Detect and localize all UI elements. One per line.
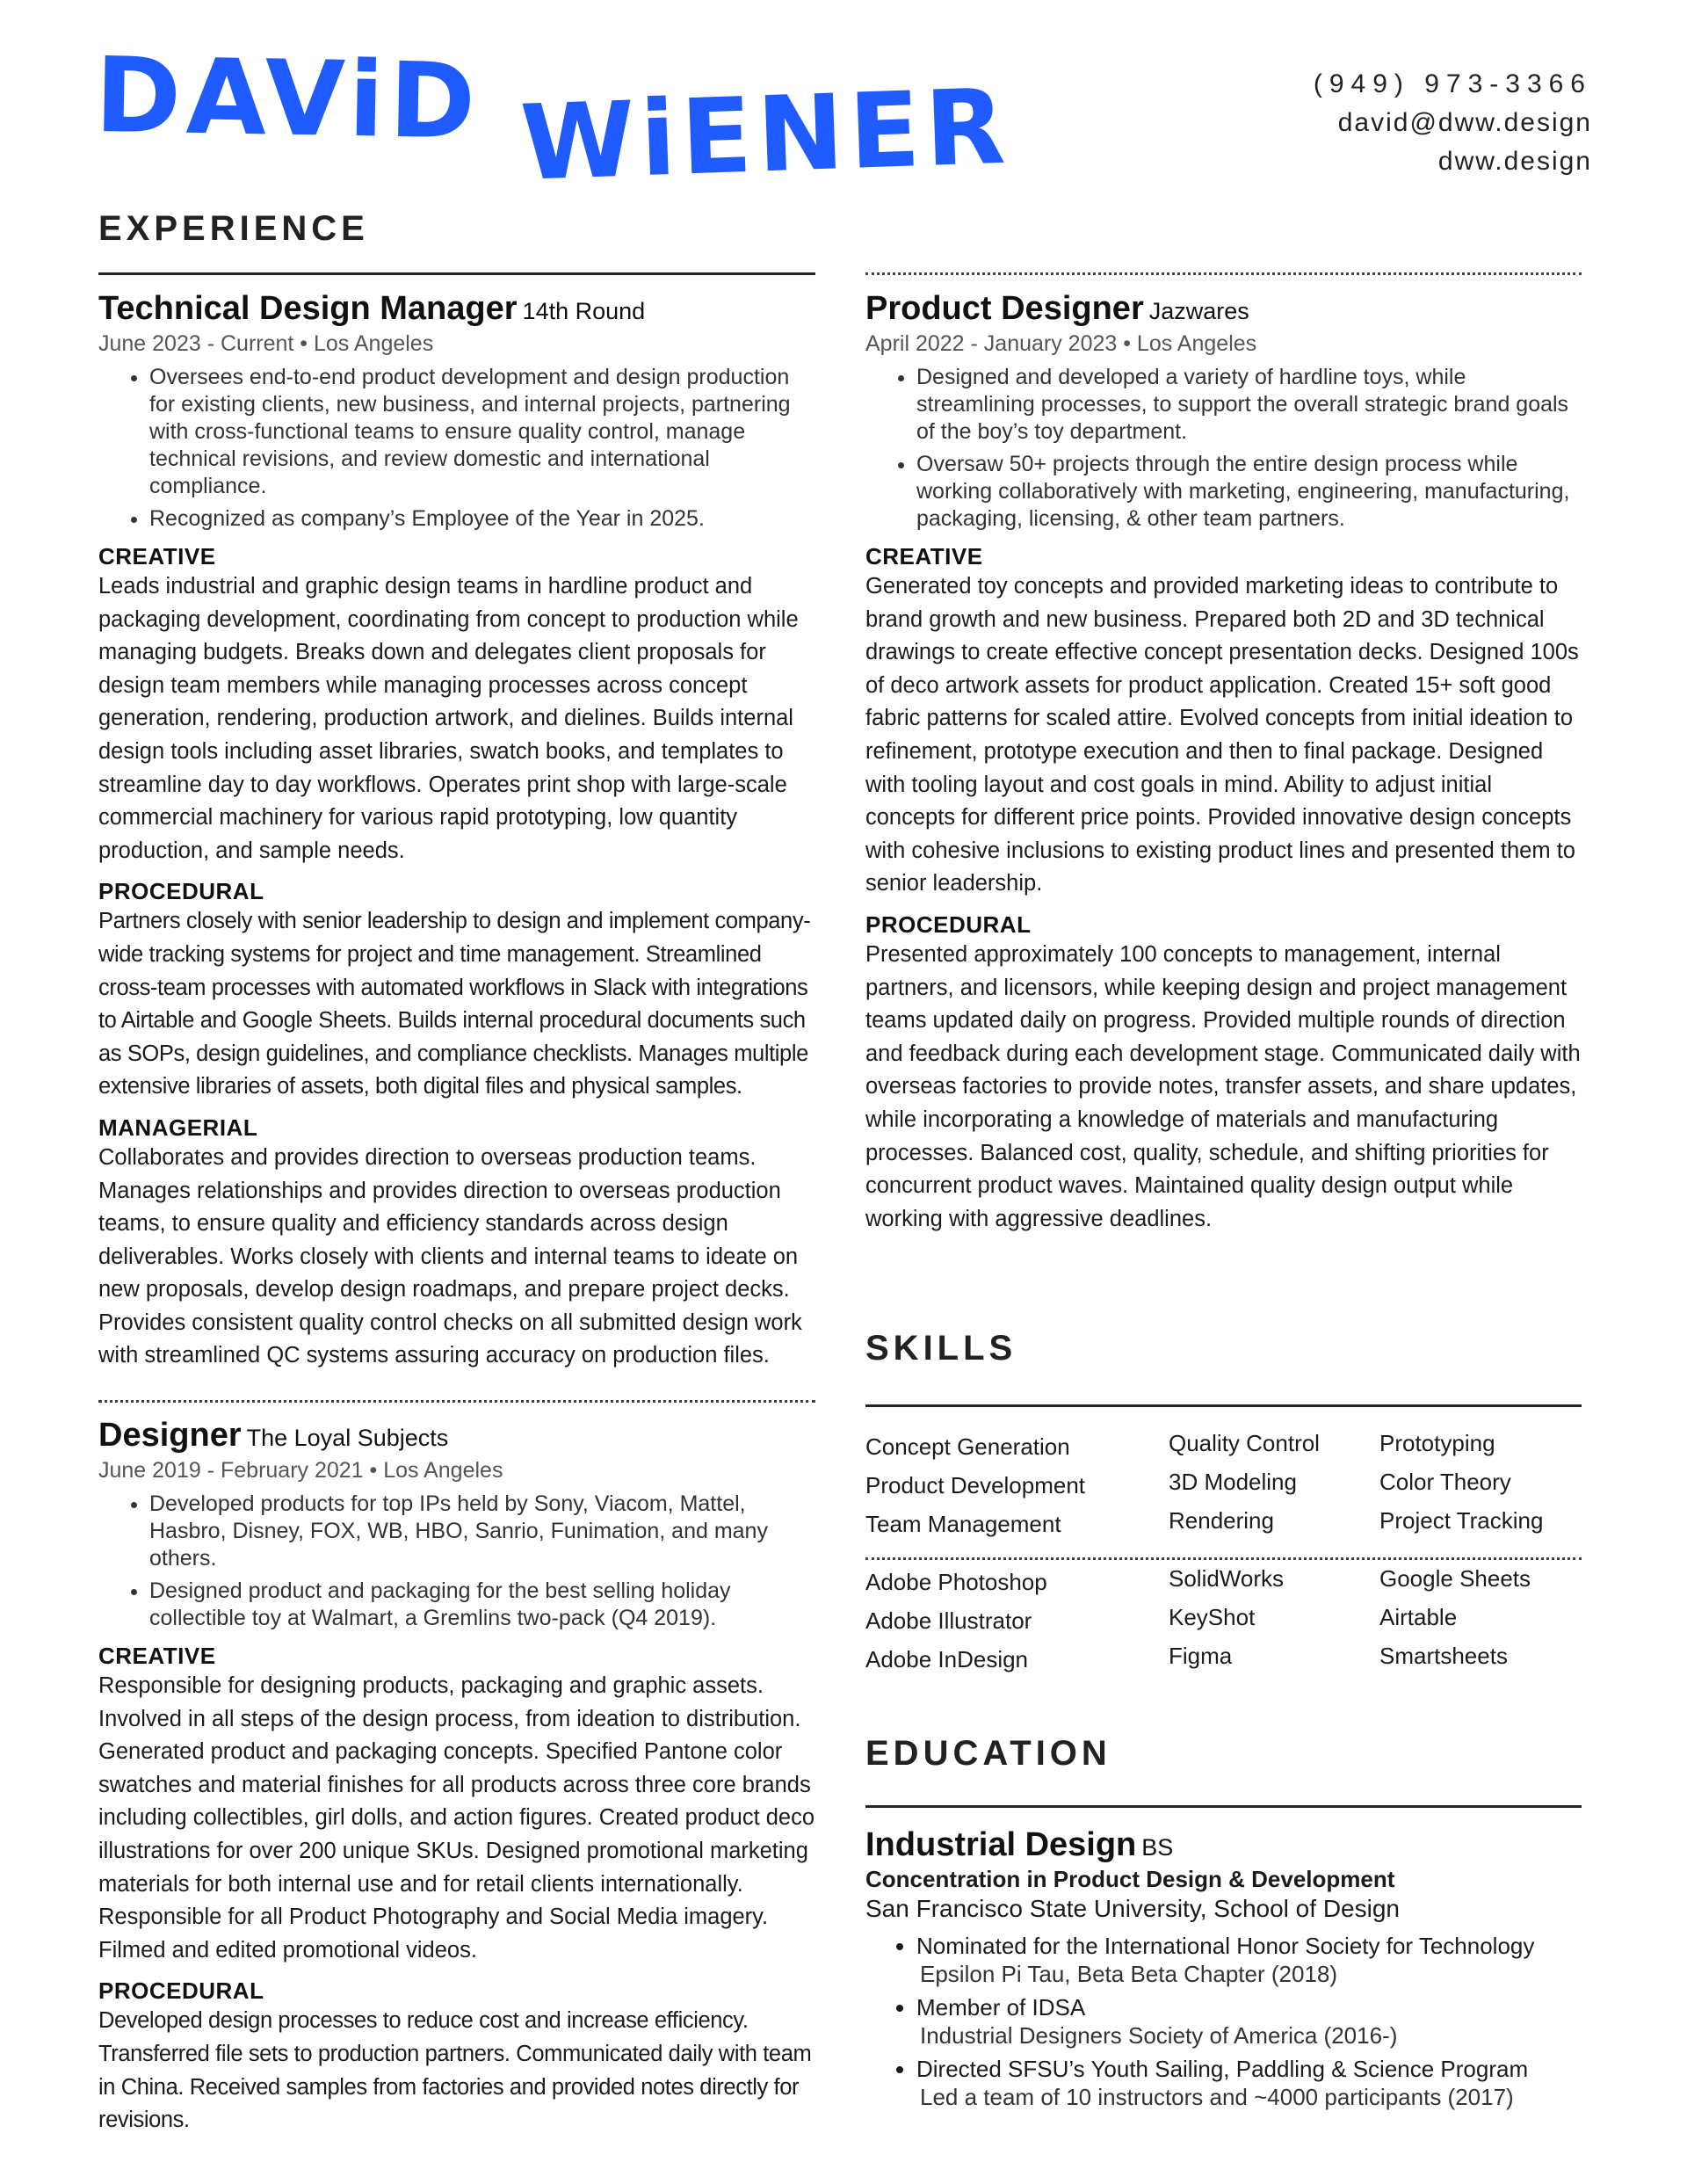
job-divider bbox=[98, 1400, 815, 1403]
job-meta: June 2023 - Current • Los Angeles bbox=[98, 331, 434, 356]
job-product-designer bbox=[865, 290, 1586, 1236]
phone-number[interactable]: (949) 973-3366 bbox=[1313, 69, 1592, 98]
job-meta: April 2022 - January 2023 • Los Angeles bbox=[865, 331, 1257, 356]
education-item: • Directed SFSU’s Youth Sailing, Paddling & Science Program Led a team of 10 instructors and ~4000 participants (2017) bbox=[916, 2055, 1586, 2111]
job-designer bbox=[98, 1417, 819, 2137]
school-name: San Francisco State University, School of Design bbox=[865, 1895, 1400, 1922]
skill-item: Quality Control bbox=[1169, 1430, 1320, 1456]
education-bullets bbox=[865, 1932, 1586, 2111]
skills-col-1b bbox=[865, 1563, 1047, 1679]
job-bullets bbox=[865, 364, 1586, 533]
name-first: DAViD bbox=[93, 33, 482, 163]
skill-item: Smartsheets bbox=[1379, 1643, 1508, 1669]
skill-item: Airtable bbox=[1379, 1604, 1458, 1630]
skill-item: Project Tracking bbox=[1379, 1507, 1544, 1534]
job-technical-design-manager bbox=[98, 290, 819, 1373]
skills-col-3a bbox=[1379, 1424, 1543, 1540]
job-title: Designer The Loyal Subjects bbox=[98, 1417, 449, 1454]
skills-col-2b bbox=[1169, 1559, 1284, 1675]
job-title: Technical Design Manager 14th Round bbox=[98, 290, 646, 327]
skill-item: KeyShot bbox=[1169, 1604, 1256, 1630]
bullet-item: • Oversaw 50+ projects through the entire design process while working collaboratively with marketing, engineering, manufacturing, packaging, licensing, & other team partners. bbox=[916, 451, 1586, 533]
paragraph-creative: Leads industrial and graphic design teams in hardline product and packaging development, coordinating from concept to production while managing budgets. Breaks down and delegates client proposals for design team members while managing processes across concept generation, rendering, production artwork, and dielines. Builds internal design tools including asset libraries, swatch books, and templates to streamline day to day workflows. Operates print shop with large-scale commercial machinery for various rapid prototyping, low quantity production, and sample needs. bbox=[98, 574, 799, 863]
experience-heading: EXPERIENCE bbox=[98, 209, 369, 248]
name-last: WiENER bbox=[518, 65, 1013, 204]
skill-item: Product Development bbox=[865, 1472, 1086, 1498]
email-link[interactable]: david@dww.design bbox=[1337, 108, 1592, 137]
skills-col-1a bbox=[865, 1427, 1085, 1543]
job-title: Product Designer Jazwares bbox=[865, 290, 1249, 327]
skill-item: SolidWorks bbox=[1169, 1565, 1285, 1592]
skill-item: 3D Modeling bbox=[1169, 1469, 1297, 1495]
job-company: Jazwares bbox=[1148, 298, 1249, 324]
degree-type: BS bbox=[1141, 1834, 1174, 1861]
skill-item: Google Sheets bbox=[1379, 1565, 1531, 1592]
paragraph-procedural: Developed design processes to reduce cost and increase efficiency. Transferred file sets to production partners. Communicated daily with team in China. Received samples from factories and provided notes directly for revisions. bbox=[98, 2008, 812, 2133]
subheading-managerial: MANAGERIAL bbox=[98, 1114, 258, 1141]
skills-col-2a bbox=[1169, 1424, 1320, 1540]
bullet-item: • Developed products for top IPs held by Sony, Viacom, Mattel, Hasbro, Disney, FOX, WB, HBO, Sanrio, Funimation, and many others. bbox=[149, 1491, 819, 1572]
bullet-item: • Designed product and packaging for the best selling holiday collectible toy at Walmart, a Gremlins two-pack (Q4 2019). bbox=[149, 1578, 819, 1632]
job-company: The Loyal Subjects bbox=[246, 1425, 449, 1451]
education-item: • Member of IDSA Industrial Designers Society of America (2016-) bbox=[916, 1993, 1586, 2050]
subheading-creative: CREATIVE bbox=[865, 543, 983, 570]
website-link[interactable]: dww.design bbox=[1437, 147, 1592, 176]
education-item: • Nominated for the International Honor Society for Technology Epsilon Pi Tau, Beta Beta Chapter (2018) bbox=[916, 1932, 1586, 1988]
education-block bbox=[865, 1826, 1586, 2116]
paragraph-procedural: Partners closely with senior leadership to design and implement company-wide tracking systems for project and time management. Streamlined cross-team processes with automated workflows in Slack with integrations to Airtable and Google Sheets. Builds internal procedural documents such as SOPs, design guidelines, and compliance checklists. Manages multiple extensive libraries of assets, both digital files and physical samples. bbox=[98, 909, 811, 1099]
job-company: 14th Round bbox=[522, 298, 646, 324]
skills-rule bbox=[865, 1404, 1582, 1407]
paragraph-creative: Responsible for designing products, packaging and graphic assets. Involved in all steps of the design process, from ideation to distribution. Generated product and packaging concepts. Specified Pantone color swatches and material finishes for all products across three core brands including collectibles, girl dolls, and action figures. Created product deco illustrations for over 200 unique SKUs. Designed promotional marketing materials for both internal use and for retail clients internationally. Responsible for all Product Photography and Social Media imagery. Filmed and edited promotional videos. bbox=[98, 1673, 815, 1963]
bullet-item: • Designed and developed a variety of hardline toys, while streamlining processes, to support the overall strategic brand goals of the boy’s toy department. bbox=[916, 364, 1586, 446]
skills-heading: SKILLS bbox=[865, 1329, 1017, 1368]
subheading-procedural: PROCEDURAL bbox=[98, 1977, 264, 2005]
contact-block bbox=[1314, 65, 1592, 181]
bullet-item: • Oversees end-to-end product development and design production for existing clients, new business, and internal projects, partnering with cross-functional teams to ensure quality control, manage technical revisions, and review domestic and international compliance. bbox=[149, 364, 819, 500]
paragraph-managerial: Collaborates and provides direction to overseas production teams. Manages relationships and provides direction to overseas production teams, to ensure quality and efficiency standards across design deliverables. Works closely with clients and internal teams to ideate on new proposals, develop design roadmaps, and prepare project decks. Provides consistent quality control checks on all submitted design work with streamlined QC systems assuring accuracy on production files. bbox=[98, 1144, 802, 1368]
bullet-item: • Recognized as company’s Employee of the Year in 2025. bbox=[149, 505, 819, 533]
degree-title: Industrial Design BS bbox=[865, 1826, 1174, 1863]
subheading-procedural: PROCEDURAL bbox=[865, 911, 1032, 938]
job-meta: June 2019 - February 2021 • Los Angeles bbox=[98, 1458, 503, 1483]
skill-item: Team Management bbox=[865, 1511, 1061, 1537]
job-bullets bbox=[98, 364, 819, 533]
skill-item: Adobe InDesign bbox=[865, 1646, 1029, 1672]
skill-item: Concept Generation bbox=[865, 1433, 1070, 1460]
job-divider-right bbox=[865, 272, 1582, 275]
skill-item: Adobe Photoshop bbox=[865, 1569, 1047, 1595]
degree-concentration: Concentration in Product Design & Development bbox=[865, 1866, 1395, 1892]
skill-item: Figma bbox=[1169, 1643, 1233, 1669]
resume-name bbox=[93, 33, 1013, 204]
skill-item: Color Theory bbox=[1379, 1469, 1511, 1495]
education-rule bbox=[865, 1805, 1582, 1808]
paragraph-creative: Generated toy concepts and provided marketing ideas to contribute to brand growth and new business. Prepared both 2D and 3D technical drawings to create effective concept presentation decks. Designed 100s of deco artwork assets for product application. Created 15+ soft good fabric patterns for scaled attire. Evolved concepts from initial ideation to refinement, prototype execution and then to final package. Designed with tooling layout and cost goals in mind. Ability to adjust initial concepts for different price points. Provided innovative design concepts with cohesive inclusions to existing product lines and presented them to senior leadership. bbox=[865, 574, 1579, 896]
subheading-procedural: PROCEDURAL bbox=[98, 878, 264, 905]
experience-rule bbox=[98, 272, 815, 275]
education-heading: EDUCATION bbox=[865, 1734, 1111, 1773]
skills-col-3b bbox=[1379, 1559, 1531, 1675]
skill-item: Rendering bbox=[1169, 1507, 1274, 1534]
subheading-creative: CREATIVE bbox=[98, 1643, 216, 1669]
job-bullets bbox=[98, 1491, 819, 1632]
paragraph-procedural: Presented approximately 100 concepts to management, internal partners, and licensors, while keeping design and project management teams updated daily on progress. Provided multiple rounds of direction and feedback during each development stage. Communicated daily with overseas factories to provide notes, transfer assets, and share updates, while incorporating a knowledge of materials and manufacturing processes. Balanced cost, quality, schedule, and shifting priorities for concurrent product waves. Maintained quality design output while working with aggressive deadlines. bbox=[865, 941, 1581, 1231]
skill-item: Adobe Illustrator bbox=[865, 1607, 1032, 1634]
skill-item: Prototyping bbox=[1379, 1430, 1495, 1456]
subheading-creative: CREATIVE bbox=[98, 543, 216, 570]
